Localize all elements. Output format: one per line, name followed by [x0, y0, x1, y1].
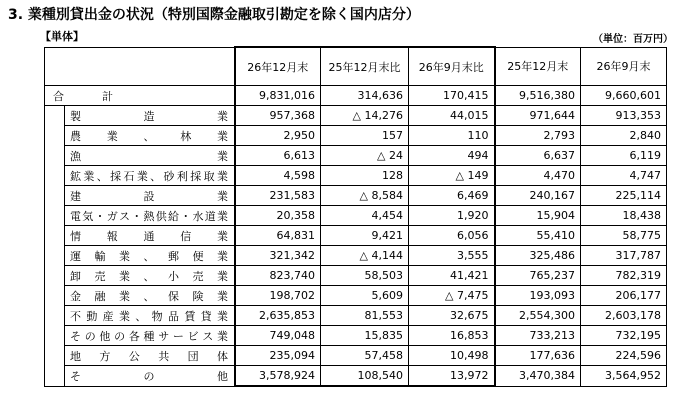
unit-note: （単位：百万円）	[593, 34, 673, 45]
indent-cell	[45, 126, 65, 146]
cell: 2,950	[235, 126, 321, 146]
cell: 4,470	[495, 166, 581, 186]
table-row	[45, 106, 667, 126]
industry-label: 漁業	[65, 146, 235, 166]
indent-cell	[45, 106, 65, 126]
cell: 494	[409, 146, 495, 166]
cell: 15,835	[321, 326, 409, 346]
cell: 765,237	[495, 266, 581, 286]
cell: 732,195	[581, 326, 667, 346]
cell: 9,831,016	[235, 86, 321, 106]
cell: 231,583	[235, 186, 321, 206]
cell: 108,540	[321, 366, 409, 387]
cell: 225,114	[581, 186, 667, 206]
cell: 9,660,601	[581, 86, 667, 106]
cell: 16,853	[409, 326, 495, 346]
cell: 41,421	[409, 266, 495, 286]
indent-cell	[45, 346, 65, 366]
indent-cell	[45, 186, 65, 206]
industry-label: 地方公共団体	[65, 346, 235, 366]
cell: 325,486	[495, 246, 581, 266]
cell: △ 7,475	[409, 286, 495, 306]
table-body	[45, 86, 667, 387]
cell: 1,920	[409, 206, 495, 226]
cell: 317,787	[581, 246, 667, 266]
cell: 3,564,952	[581, 366, 667, 387]
cell: 224,596	[581, 346, 667, 366]
cell: 18,438	[581, 206, 667, 226]
table-row	[45, 306, 667, 326]
cell: 3,555	[409, 246, 495, 266]
table-row	[45, 226, 667, 246]
cell: 2,793	[495, 126, 581, 146]
cell: 314,636	[321, 86, 409, 106]
cell: △ 14,276	[321, 106, 409, 126]
cell: 913,353	[581, 106, 667, 126]
cell: 58,503	[321, 266, 409, 286]
table-row	[45, 326, 667, 346]
cell: 321,342	[235, 246, 321, 266]
indent-cell	[45, 286, 65, 306]
cell: 110	[409, 126, 495, 146]
indent-cell	[45, 226, 65, 246]
cell: 177,636	[495, 346, 581, 366]
cell: 6,613	[235, 146, 321, 166]
table-row	[45, 266, 667, 286]
cell: 55,410	[495, 226, 581, 246]
cell: 170,415	[409, 86, 495, 106]
col-header: 25年12月末	[495, 47, 581, 86]
cell: 64,831	[235, 226, 321, 246]
total-label: 合 計	[45, 86, 235, 106]
industry-label: 運輸業、郵便業	[65, 246, 235, 266]
industry-label: 不動産業、物品賃貸業	[65, 306, 235, 326]
industry-label: 製造業	[65, 106, 235, 126]
header-row	[45, 47, 667, 86]
cell: 4,598	[235, 166, 321, 186]
table-row	[45, 286, 667, 306]
cell: 44,015	[409, 106, 495, 126]
cell: 733,213	[495, 326, 581, 346]
cell: 782,319	[581, 266, 667, 286]
cell: 957,368	[235, 106, 321, 126]
cell: 971,644	[495, 106, 581, 126]
cell: 6,056	[409, 226, 495, 246]
page-title: 3. 業種別貸出金の状況（特別国際金融取引勘定を除く国内店分）	[8, 7, 420, 23]
industry-label: 情報通信業	[65, 226, 235, 246]
industry-label: 金融業、保険業	[65, 286, 235, 306]
cell: △ 149	[409, 166, 495, 186]
cell: 9,516,380	[495, 86, 581, 106]
table-row	[45, 246, 667, 266]
cell: △ 8,584	[321, 186, 409, 206]
indent-cell	[45, 306, 65, 326]
indent-cell	[45, 166, 65, 186]
cell: 3,470,384	[495, 366, 581, 387]
table-row	[45, 186, 667, 206]
cell: 58,775	[581, 226, 667, 246]
table-row	[45, 166, 667, 186]
cell: 6,637	[495, 146, 581, 166]
table-row	[45, 206, 667, 226]
industry-label: 電気・ガス・熱供給・水道業	[65, 206, 235, 226]
cell: 5,609	[321, 286, 409, 306]
indent-cell	[45, 246, 65, 266]
loan-table	[44, 46, 667, 387]
industry-label: その他の各種サービス業	[65, 326, 235, 346]
col-header: 26年9月末比	[409, 47, 495, 86]
cell: 2,554,300	[495, 306, 581, 326]
industry-label: 農業、林業	[65, 126, 235, 146]
cell: 198,702	[235, 286, 321, 306]
table-row	[45, 346, 667, 366]
cell: 6,119	[581, 146, 667, 166]
cell: 32,675	[409, 306, 495, 326]
industry-label: その他	[65, 366, 235, 387]
cell: 3,578,924	[235, 366, 321, 387]
cell: 81,553	[321, 306, 409, 326]
unit-label: 【単体】	[40, 30, 84, 43]
cell: 10,498	[409, 346, 495, 366]
cell: 157	[321, 126, 409, 146]
industry-label: 卸売業、小売業	[65, 266, 235, 286]
cell: 823,740	[235, 266, 321, 286]
cell: 4,454	[321, 206, 409, 226]
indent-cell	[45, 146, 65, 166]
cell: 2,635,853	[235, 306, 321, 326]
cell: 20,358	[235, 206, 321, 226]
indent-cell	[45, 266, 65, 286]
cell: 57,458	[321, 346, 409, 366]
header-blank	[45, 47, 235, 86]
col-header: 25年12月末比	[321, 47, 409, 86]
cell: △ 4,144	[321, 246, 409, 266]
industry-label: 建設業	[65, 186, 235, 206]
industry-label: 鉱業、採石業、砂利採取業	[65, 166, 235, 186]
col-header: 26年9月末	[581, 47, 667, 86]
cell: 4,747	[581, 166, 667, 186]
cell: 749,048	[235, 326, 321, 346]
cell: 13,972	[409, 366, 495, 387]
cell: 235,094	[235, 346, 321, 366]
table-row	[45, 126, 667, 146]
indent-cell	[45, 326, 65, 346]
cell: 240,167	[495, 186, 581, 206]
cell: 193,093	[495, 286, 581, 306]
total-row	[45, 86, 667, 106]
col-header: 26年12月末	[235, 47, 321, 86]
cell: 206,177	[581, 286, 667, 306]
cell: 128	[321, 166, 409, 186]
cell: 2,840	[581, 126, 667, 146]
table-row	[45, 366, 667, 387]
cell: 6,469	[409, 186, 495, 206]
indent-cell	[45, 366, 65, 387]
indent-cell	[45, 206, 65, 226]
table-row	[45, 146, 667, 166]
cell: 15,904	[495, 206, 581, 226]
cell: △ 24	[321, 146, 409, 166]
cell: 9,421	[321, 226, 409, 246]
cell: 2,603,178	[581, 306, 667, 326]
